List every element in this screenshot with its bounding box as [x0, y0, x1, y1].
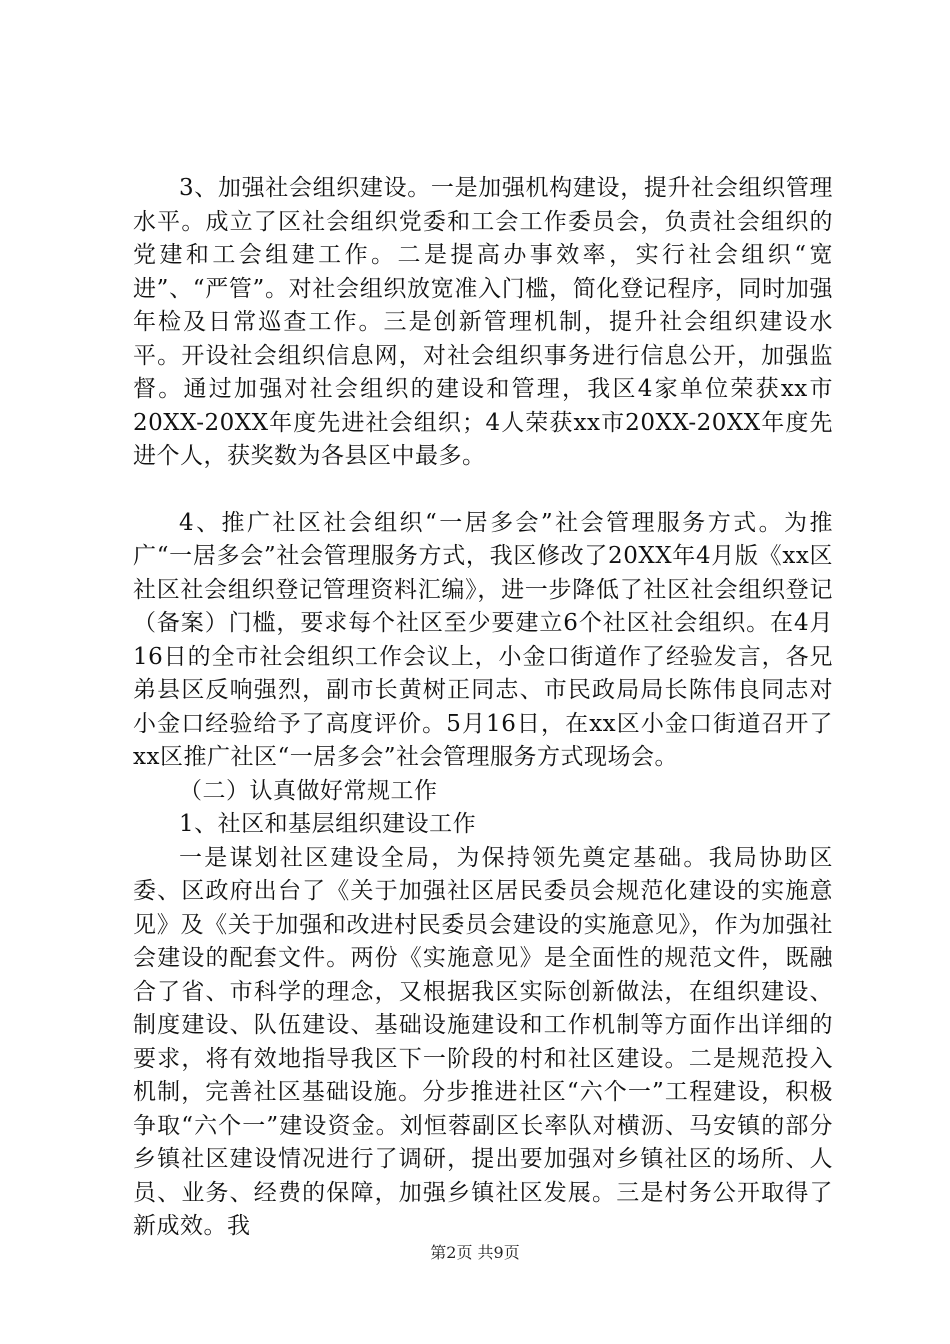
section-heading-routine-work: （二）认真做好常规工作 [179, 777, 438, 804]
paragraph-social-organization-building: 3、加强社会组织建设。一是加强机构建设，提升社会组织管理水平。成立了区社会组织党委和工会工作委员会，负责社会组织的党建和工会组建工作。二是提高办事效率，实行社会组织“宽进”、“严管”。对社会组织放宽准入门槛，简化登记程序，同时加强年检及日常巡查工作。三是创新管理机制，提升社会组织建设水平。开设社会组织信息网，对社会组织事务进行信息公开，加强监督。通过加强对社会组织的建设和管理，我区4家单位荣获xx市20XX-20XX年度先进社会组织；4人荣获xx市20XX-20XX年度先进个人，获奖数为各县区中最多。 [133, 175, 833, 469]
paragraph-gap [133, 474, 833, 507]
document-body [133, 172, 833, 1244]
subsection-heading-community-building: 1、社区和基层组织建设工作 [179, 811, 477, 837]
paragraph-one-residence-multiple-associations: 4、推广社区社会组织“一居多会”社会管理服务方式。为推广“一居多会”社会管理服务方式，我区修改了20XX年4月版《xx区社区社会组织登记管理资料汇编》，进一步降低了社区社会组织登记（备案）门槛，要求每个社区至少要建立6个社区社会组织。在4月16日的全市社会组织工作会议上，小金口街道作了经验发言，各兄弟县区反响强烈，副市长黄树正同志、市民政局局长陈伟良同志对小金口经验给予了高度评价。5月16日，在xx区小金口街道召开了xx区推广社区“一居多会”社会管理服务方式现场会。 [133, 509, 833, 770]
page-number-footer: 第2页 共9页 [430, 1243, 520, 1262]
paragraph-community-building-details: 一是谋划社区建设全局，为保持领先奠定基础。我局协助区委、区政府出台了《关于加强社区居民委员会规范化建设的实施意见》及《关于加强和改进村民委员会建设的实施意见》，作为加强社会建设的配套文件。两份《实施意见》是全面性的规范文件，既融合了省、市科学的理念，又根据我区实际创新做法，在组织建设、制度建设、队伍建设、基础设施建设和工作机制等方面作出详细的要求，将有效地指导我区下一阶段的村和社区建设。二是规范投入机制，完善社区基础设施。分步推进社区“六个一”工程建设，积极争取“六个一”建设资金。刘恒蓉副区长率队对横沥、马安镇的部分乡镇社区建设情况进行了调研，提出要加强对乡镇社区的场所、人员、业务、经费的保障，加强乡镇社区发展。三是村务公开取得了新成效。我 [133, 844, 833, 1239]
